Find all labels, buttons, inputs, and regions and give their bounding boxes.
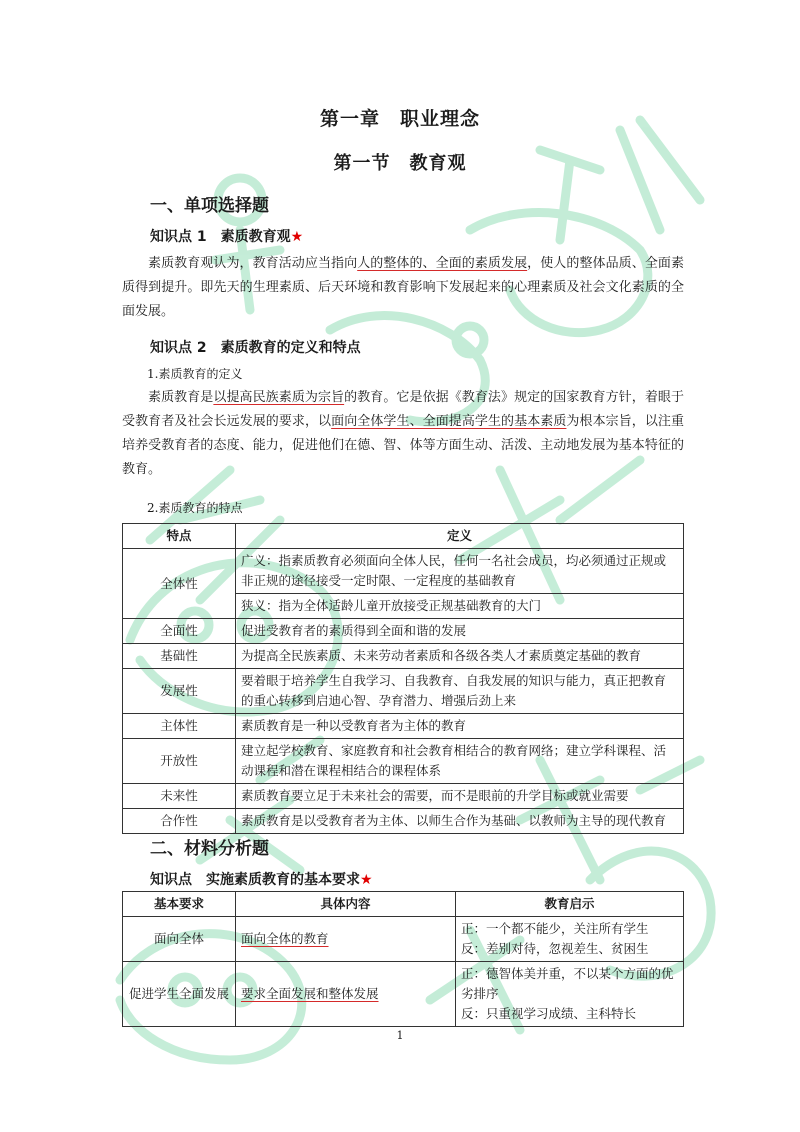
kp3-heading	[150, 869, 373, 889]
feature-definition: 要着眼于培养学生自我学习、自我教育、自我发展的知识与能力，真正把教育的重心转移到启迪心智、孕育潜力、增强后劲上来	[236, 669, 684, 714]
table-header-row	[123, 524, 684, 549]
feature-label: 全体性	[123, 549, 236, 619]
feature-definition: 为提高全民族素质、未来劳动者素质和各级各类人才素质奠定基础的教育	[236, 644, 684, 669]
requirement-implication	[456, 962, 684, 1027]
feature-label: 主体性	[123, 714, 236, 739]
table-row	[123, 962, 684, 1027]
feature-label: 合作性	[123, 809, 236, 834]
kp2-text-3: 为根本宗旨，以注重培养受教育者的态度、能力，促进他们在德、智、体等方面生动、活泼、主动地发展为基本特征的教育。	[122, 414, 684, 477]
requirement-label: 促进学生全面发展	[123, 962, 236, 1027]
feature-definition: 狭义：指为全体适龄儿童开放接受正规基础教育的大门	[236, 594, 684, 619]
column-header: 具体内容	[236, 892, 456, 917]
feature-label: 发展性	[123, 669, 236, 714]
requirements-table	[122, 891, 684, 1027]
kp2-text-2: 的教育。它是依据《教育法》规定的国家教育方针，着眼于受教育者及社会长远发展的要求，以	[122, 390, 684, 429]
table-row	[123, 739, 684, 784]
kp1-text-2: ，使人的整体品质、全面素质得到提升。即先天的生理素质、后天环境和教育影响下发展起来的心理素质及社会文化素质的全面发展。	[122, 256, 684, 319]
kp2-heading: 知识点 2 素质教育的定义和特点	[150, 340, 361, 356]
features-table	[122, 523, 684, 834]
table-row	[123, 619, 684, 644]
implication-positive: 正：德智体美并重，不以某个方面的优劣排序	[461, 966, 674, 1001]
table-row	[123, 549, 684, 594]
table-row	[123, 714, 684, 739]
requirement-content-text: 要求全面发展和整体发展	[241, 986, 379, 1001]
kp2-text-1: 素质教育是	[148, 390, 214, 405]
kp1-paragraph	[122, 252, 684, 324]
star-icon: ★	[360, 872, 373, 888]
table-row	[123, 917, 684, 962]
implication-positive: 正：一个都不能少，关注所有学生	[461, 921, 649, 936]
feature-definition: 促进受教育者的素质得到全面和谐的发展	[236, 619, 684, 644]
page-number: 1	[396, 1029, 404, 1042]
column-header: 教育启示	[456, 892, 684, 917]
requirement-content-text: 面向全体的教育	[241, 931, 329, 946]
section-title: 第一节 教育观	[333, 153, 467, 174]
feature-label: 全面性	[123, 619, 236, 644]
star-icon: ★	[290, 229, 304, 245]
requirement-implication	[456, 917, 684, 962]
feature-label: 基础性	[123, 644, 236, 669]
table-row	[123, 669, 684, 714]
kp2-underlined-1: 以提高民族素质为宗旨	[213, 390, 345, 405]
kp2-subheading-definition: 1.素质教育的定义	[147, 367, 243, 381]
chapter-title: 第一章 职业理念	[319, 108, 480, 130]
column-header: 定义	[236, 524, 684, 549]
implication-negative: 反：只重视学习成绩、主科特长	[461, 1006, 637, 1021]
column-header: 基本要求	[123, 892, 236, 917]
feature-definition: 素质教育是一种以受教育者为主体的教育	[236, 714, 684, 739]
part1-heading: 一、单项选择题	[150, 196, 269, 216]
kp1-text-1: 素质教育观认为，教育活动应当指向	[148, 256, 358, 271]
kp2-subheading-features: 2.素质教育的特点	[147, 501, 243, 515]
feature-label: 开放性	[123, 739, 236, 784]
table-header-row	[123, 892, 684, 917]
feature-definition: 素质教育是以受教育者为主体、以师生合作为基础、以教师为主导的现代教育	[236, 809, 684, 834]
implication-negative: 反：差别对待，忽视差生、贫困生	[461, 941, 649, 956]
requirement-label: 面向全体	[123, 917, 236, 962]
column-header: 特点	[123, 524, 236, 549]
feature-definition: 素质教育要立足于未来社会的需要，而不是眼前的升学目标或就业需要	[236, 784, 684, 809]
kp3-title: 知识点 实施素质教育的基本要求	[150, 872, 360, 888]
feature-definition: 建立起学校教育、家庭教育和社会教育相结合的教育网络；建立学科课程、活动课程和潜在课程相结合的课程体系	[236, 739, 684, 784]
feature-label: 未来性	[123, 784, 236, 809]
table-row	[123, 809, 684, 834]
part2-heading: 二、材料分析题	[150, 839, 269, 859]
kp2-paragraph	[122, 386, 684, 482]
requirement-content	[236, 917, 456, 962]
requirement-content	[236, 962, 456, 1027]
table-row	[123, 784, 684, 809]
kp1-heading	[150, 226, 303, 246]
table-row	[123, 644, 684, 669]
kp1-underlined-text: 人的整体的、全面的素质发展	[357, 256, 528, 271]
kp1-title: 知识点 1 素质教育观	[150, 229, 291, 245]
kp2-underlined-2: 面向全体学生、全面提高学生的基本素质	[331, 414, 567, 429]
feature-definition: 广义：指素质教育必须面向全体人民，任何一名社会成员，均必须通过正规或非正规的途径接受一定时限、一定程度的基础教育	[236, 549, 684, 594]
